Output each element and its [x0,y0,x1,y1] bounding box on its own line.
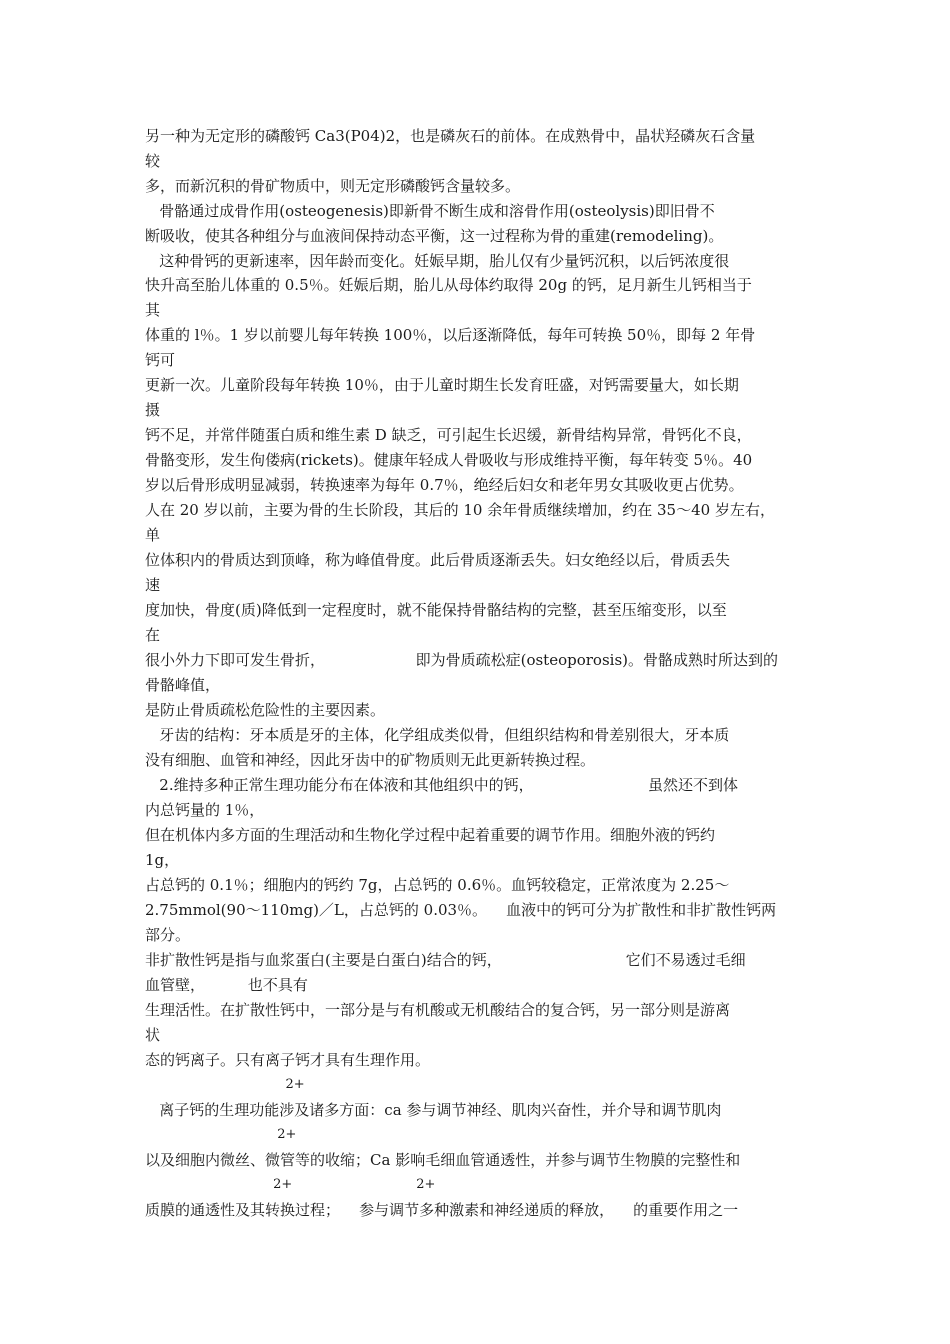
text-line: 部分。 [145,926,191,944]
text-line: 这种骨钙的更新速率，因年龄而变化。妊娠早期，胎儿仅有少量钙沉积，以后钙浓度很 [145,252,730,270]
text-line: 体重的 l％。1 岁以前婴儿每年转换 100％，以后逐渐降低，每年可转换 50％，即每 2 年骨 [145,326,756,344]
superscript-line: 2+ [145,1127,297,1142]
text-line: 在 [145,626,161,644]
text-line: 骨骼变形，发生佝偻病(rickets)。健康年轻成人骨吸收与形成维持平衡，每年转变 5％。40 [145,451,753,469]
superscript-line: 2+ 2+ [145,1177,436,1192]
text-line: 以及细胞内微丝、微管等的收缩；Ca 影响毛细血管通透性，并参与调节生物膜的完整性和 [145,1151,741,1169]
text-line: 2.维持多种正常生理功能分布在体液和其他组织中的钙， 虽然还不到体 [145,776,739,794]
text-line: 断吸收，使其各种组分与血液间保持动态平衡，这一过程称为骨的重建(remodeling)。 [145,227,724,245]
text-line: 另一种为无定形的磷酸钙 Ca3(P04)2，也是磷灰石的前体。在成熟骨中，晶状羟磷灰石含量 [145,127,756,145]
text-line: 2.75mmol(90～110mg)／L，占总钙的 0.03％。 血液中的钙可分为扩散性和非扩散性钙两 [145,901,777,919]
text-line: 是防止骨质疏松危险性的主要因素。 [145,701,386,719]
text-line: 生理活性。在扩散性钙中，一部分是与有机酸或无机酸结合的复合钙，另一部分则是游离 [145,1001,731,1019]
text-line: 位体积内的骨质达到顶峰，称为峰值骨度。此后骨质逐渐丢失。妇女绝经以后，骨质丢失 [145,551,731,569]
text-line: 占总钙的 0.1％；细胞内的钙约 7g，占总钙的 0.6％。血钙较稳定，正常浓度为 2.25～ [145,876,730,894]
text-line: 钙可 [145,351,176,369]
text-line: 1g， [145,851,180,869]
text-line: 骨骼通过成骨作用(osteogenesis)即新骨不断生成和溶骨作用(osteolysis)即旧骨不 [145,202,715,220]
text-line: 人在 20 岁以前，主要为骨的生长阶段，其后的 10 余年骨质继续增加，约在 35～40 岁左右， [145,501,775,519]
text-line: 内总钙量的 1％， [145,801,265,819]
text-line: 离子钙的生理功能涉及诸多方面：ca 参与调节神经、肌肉兴奋性，并介导和调节肌肉 [145,1101,722,1119]
text-line: 牙齿的结构：牙本质是牙的主体，化学组成类似骨，但组织结构和骨差别很大，牙本质 [145,726,730,744]
superscript-line: 2+ [145,1077,305,1092]
text-line: 速 [145,576,161,594]
text-line: 其 [145,301,161,319]
text-line: 摄 [145,401,161,419]
text-line: 快升高至胎儿体重的 0.5％。妊娠后期，胎儿从母体约取得 20g 的钙，足月新生儿钙相当于 [145,276,752,294]
text-line: 状 [145,1026,161,1044]
text-line: 度加快，骨度(质)降低到一定程度时，就不能保持骨骼结构的完整，甚至压缩变形，以至 [145,601,727,619]
text-line: 钙不足，并常伴随蛋白质和维生素 D 缺乏，可引起生长迟缓，新骨结构异常，骨钙化不良， [145,426,752,444]
text-line: 很小外力下即可发生骨折， 即为骨质疏松症(osteoporosis)。骨骼成熟时所达到的 [145,651,778,669]
text-line: 态的钙离子。只有离子钙才具有生理作用。 [145,1051,431,1069]
text-line: 岁以后骨形成明显减弱，转换速率为每年 0.7％，绝经后妇女和老年男女其吸收更占优势。 [145,476,744,494]
text-line: 血管壁， 也不具有 [145,976,308,994]
text-line: 单 [145,526,161,544]
text-line: 质膜的通透性及其转换过程； 参与调节多种激素和神经递质的释放， 的重要作用之一 [145,1201,739,1219]
text-line: 骨骼峰值， [145,676,221,694]
text-line: 更新一次。儿童阶段每年转换 10％，由于儿童时期生长发育旺盛，对钙需要量大，如长期 [145,376,739,394]
text-line: 非扩散性钙是指与血浆蛋白(主要是白蛋白)结合的钙， 它们不易透过毛细 [145,951,746,969]
text-line: 较 [145,152,161,170]
text-line: 多，而新沉积的骨矿物质中，则无定形磷酸钙含量较多。 [145,177,521,195]
text-line: 没有细胞、血管和神经，因此牙齿中的矿物质则无此更新转换过程。 [145,751,596,769]
text-line: 但在机体内多方面的生理活动和生物化学过程中起着重要的调节作用。细胞外液的钙约 [145,826,716,844]
